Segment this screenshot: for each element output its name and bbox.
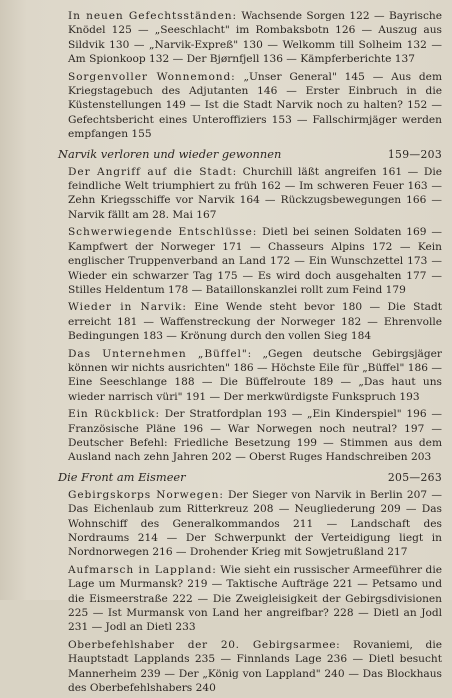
entry-text: Rovaniemi, die Hauptstadt Lapplands 235 — Finnlands Lage 236 — Dietl besucht Mannerheim 239 — Der „König von Lappland" 240 — Das Blockhaus des Oberbefehlshabers 240 [68, 638, 442, 695]
entry-heading: In neuen Gefechtsständen: [68, 10, 237, 22]
entry-text: „Gegen deutsche Gebirgsjäger können wir nichts ausrichten" 186 — Höchste Eile für „Büffel" 186 — Eine Seeschlange 188 — Die Büffelroute 189 — „Das haut uns wieder narrisch vüri" 191 — Der merkwürdigste Funkspruch 193 [68, 347, 442, 403]
entry-text: Wie sieht ein russischer Armeeführer die Lage um Murmansk? 219 — Taktische Aufträge 221 — Petsamo und die Eismeerstraße 222 — Die Zweigleisigkeit der Gebirgsdivisionen 225 — Ist Murmansk von Land her angreifbar? 228 — Dietl an Jodl 231 — Jodl an Dietl 233 [68, 563, 442, 634]
entry-heading: Schwerwiegende Entschlüsse: [68, 226, 258, 239]
toc-entry [58, 225, 442, 297]
part-page-range: 205—263 [387, 470, 442, 484]
entry-text: Churchill läßt angreifen 161 — Die feindliche Welt triumphiert zu früh 162 — Im schweren Feuer 163 — Zehn Kriegsschiffe vor Narvik 164 — Rückzugsbewegungen 166 — Narvik fällt am 28. Mai 167 [68, 165, 442, 221]
entry-heading: Gebirgskorps Norwegen: [68, 488, 224, 501]
toc-entry [58, 638, 442, 696]
toc-entry [58, 70, 442, 142]
entry-heading: Sorgenvoller Wonnemond: [68, 70, 236, 83]
table-of-contents [58, 9, 442, 698]
part-title: Die Front am Eismeer [58, 469, 186, 484]
entry-text: Wachsende Sorgen 122 — Bayrische Knödel 125 — „Seeschlacht" im Rombaksbotn 126 — Auszug aus Sildvik 130 — „Narvik-Expreß" 130 — Welkomm till Solheim 132 — Am Spionkoop 132 — Der Bjørnfjell 136 — Kämpferberichte 137 [68, 10, 442, 66]
entry-text: „Unser General" 145 — Aus dem Kriegstagebuch des Adjutanten 146 — Erster Einbruch in die Küstenstellungen 149 — Ist die Stadt Narvik noch zu halten? 152 — Gefechtsbericht eines Unteroffiziers 153 — Fallschirmjäger werden empfangen 155 [68, 70, 442, 141]
entry-heading: Oberbefehlshaber der 20. Gebirgsarmee: [68, 638, 341, 651]
entry-heading: Wieder in Narvik: [68, 301, 187, 314]
entry-text: Der Stratfordplan 193 — „Ein Kinderspiel" 196 — Französische Pläne 196 — War Norwegen noch neutral? 197 — Deutscher Befehl: Friedliche Besetzung 199 — Stimmen aus dem Ausland nach zehn Jahren 202 — Oberst Ruges Handschreiben 203 [68, 408, 442, 464]
toc-entry [58, 407, 442, 465]
toc-entry [58, 563, 442, 635]
entry-heading: Aufmarsch in Lappland: [68, 563, 217, 576]
entry-text: Der Sieger von Narvik in Berlin 207 — Das Eichenlaub zum Ritterkreuz 208 — Neugliederung 209 — Das Wohnschiff des Generalkommandos 211 — Landschaft des Nordraums 214 — Der Schwerpunkt der Verteidigung liegt in Nordnorwegen 216 — Drohender Krieg mit Sowjetrußland 217 [68, 488, 442, 559]
entry-heading: Ein Rückblick: [68, 408, 160, 421]
part-title: Narvik verloren und wieder gewonnen [58, 146, 282, 161]
entry-heading: Der Angriff auf die Stadt: [68, 165, 238, 178]
part-page-range: 159—203 [387, 147, 442, 161]
toc-entry [58, 9, 442, 67]
toc-entry [58, 300, 442, 343]
entry-text: Eine Wende steht bevor 180 — Die Stadt erreicht 181 — Waffenstreckung der Norweger 182 — Ehrenvolle Bedingungen 183 — Krönung durch den vollen Sieg 184 [68, 301, 442, 343]
part-heading [58, 147, 442, 161]
toc-entry [58, 165, 442, 223]
toc-entry [58, 488, 442, 560]
toc-entry [58, 347, 442, 405]
part-heading [58, 470, 442, 484]
entry-text: Dietl bei seinen Soldaten 169 — Kampfwert der Norweger 171 — Chasseurs Alpins 172 — Kein englischer Truppenverband an Land 172 — Ein Wunschzettel 173 — Wieder ein schwarzer Tag 175 — Es wird doch ausgehalten 177 — Stilles Heldentum 178 — Bataillonskanzlei rollt zum Feind 179 [68, 226, 443, 296]
entry-heading: Das Unternehmen „Büffel": [68, 347, 253, 360]
